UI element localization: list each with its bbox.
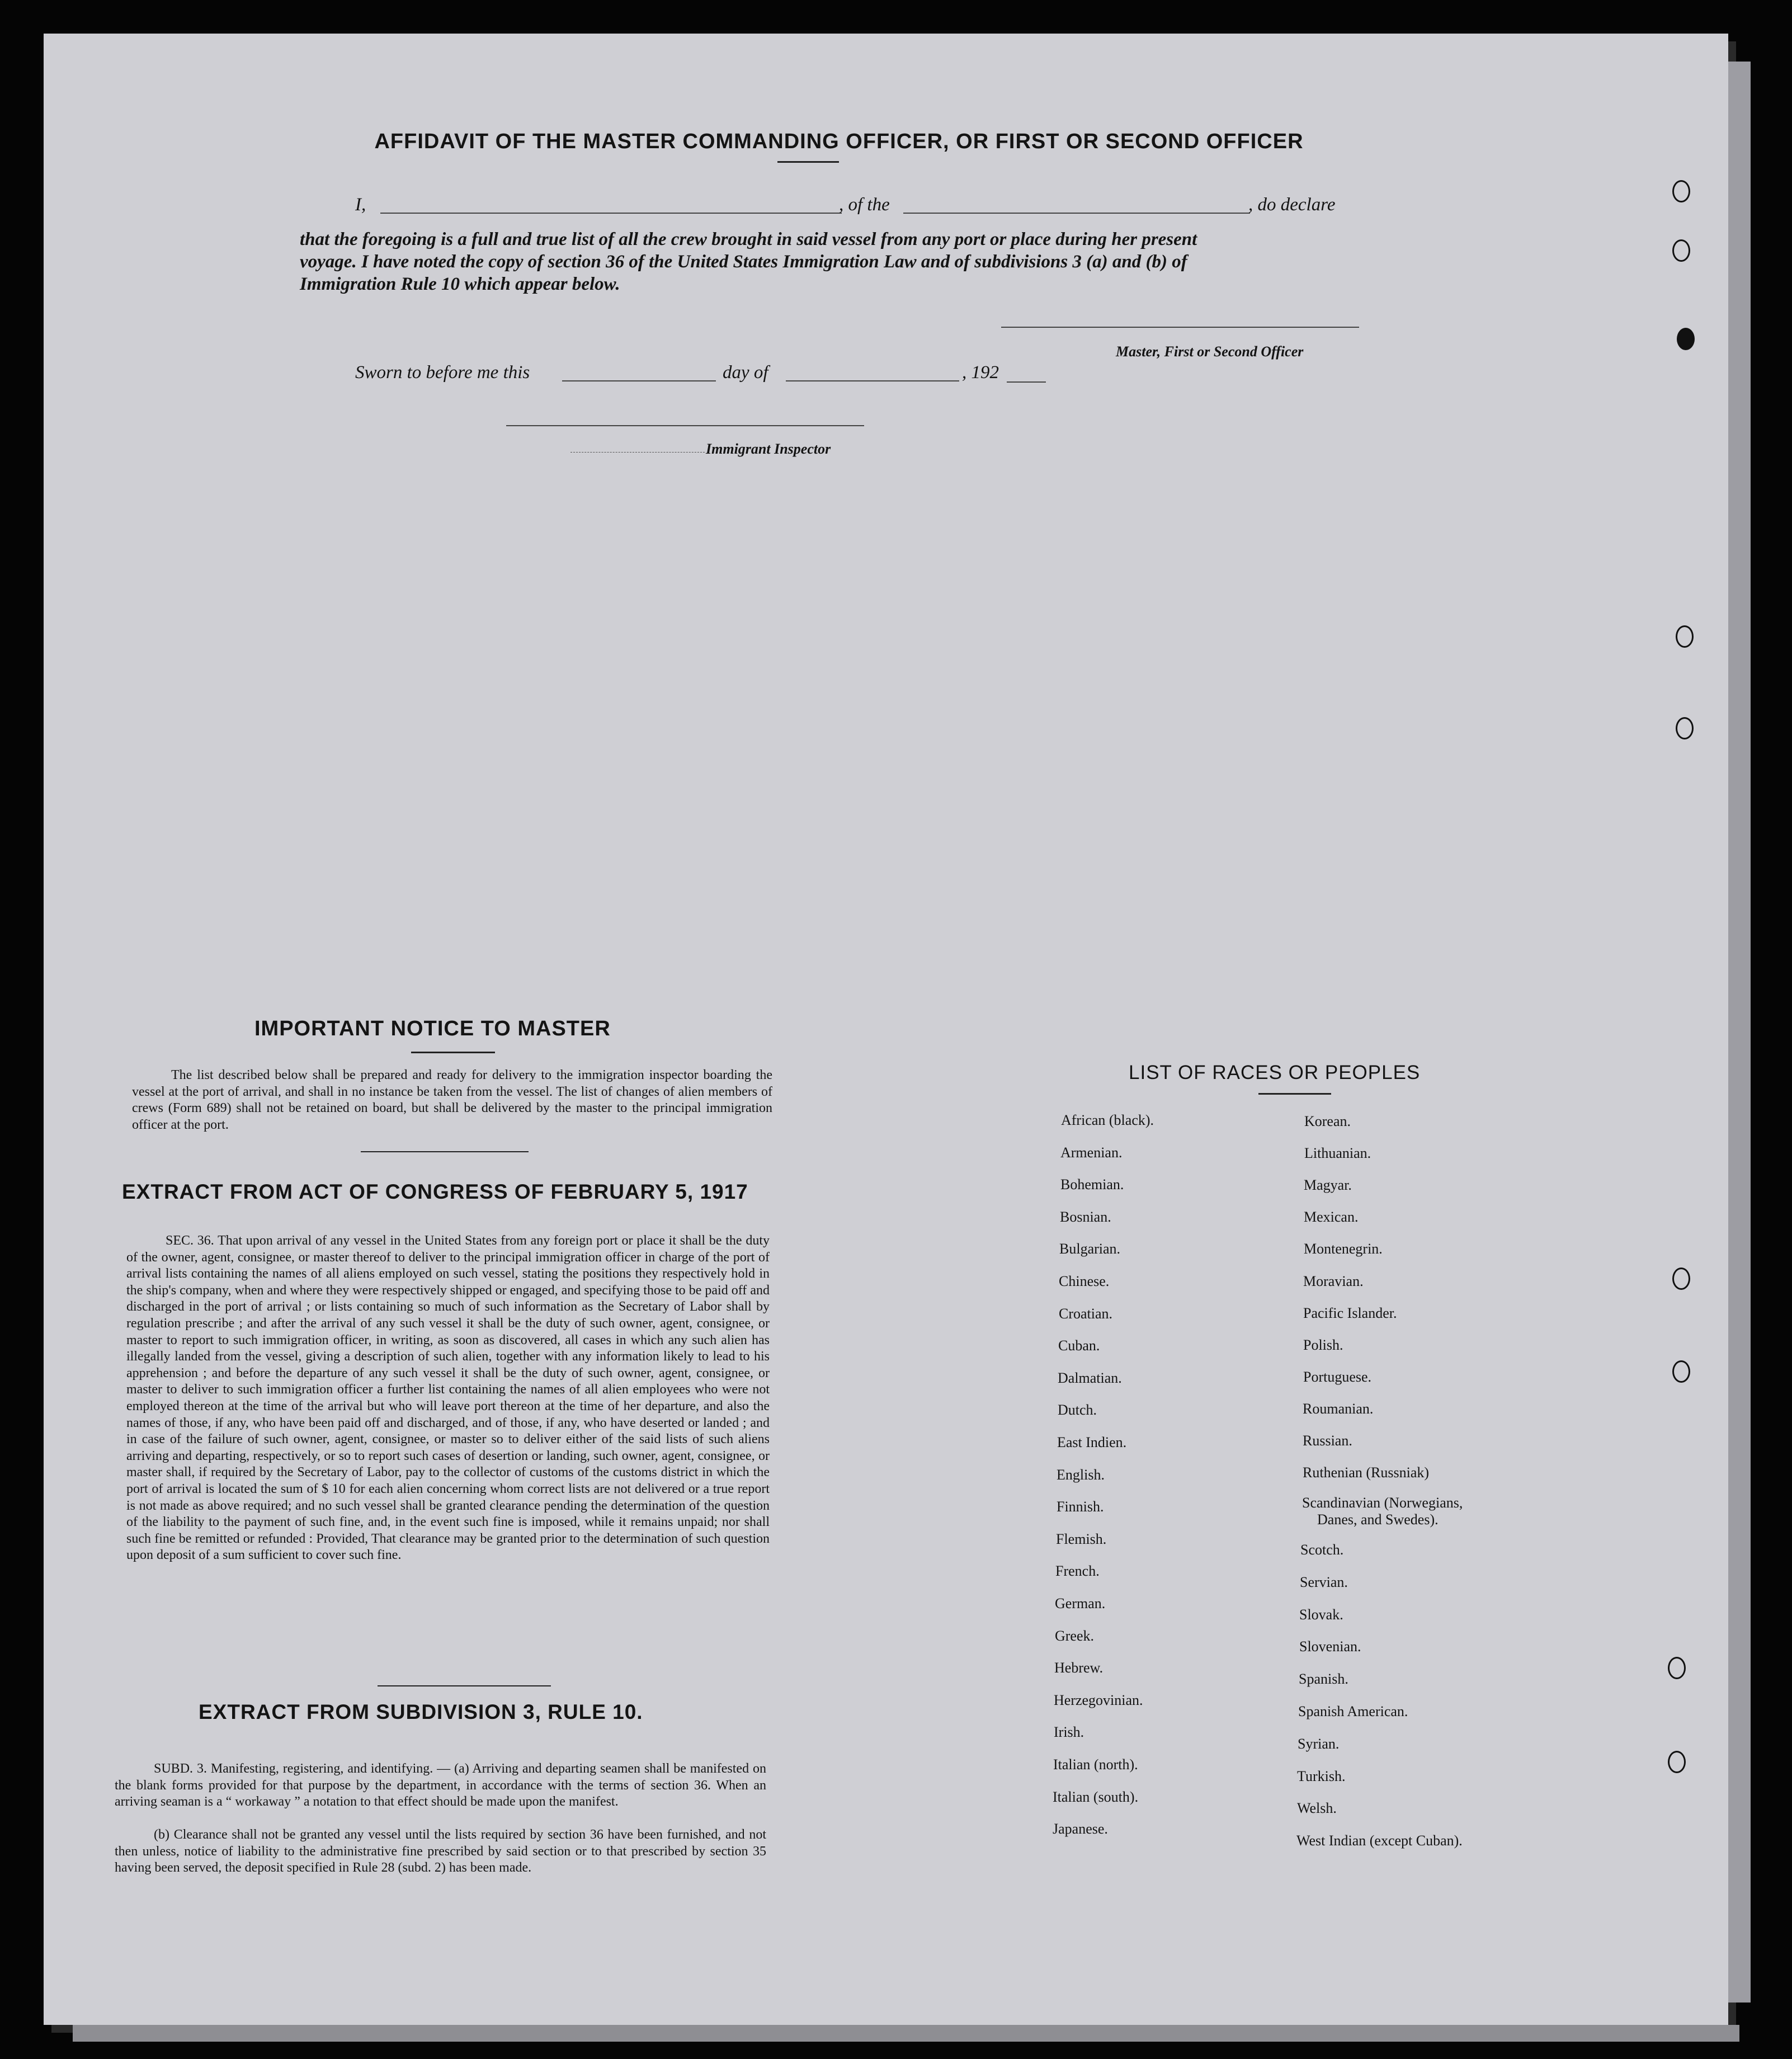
race-item: Pacific Islander. [1303,1305,1397,1321]
race-item: Lithuanian. [1304,1145,1371,1161]
notice-divider [361,1151,529,1152]
race-item: Montenegrin. [1304,1241,1383,1257]
notice-text: The list described below shall be prepared and ready for delivery to the immigration inspector boarding the vessel at the port of arrival, and shall in no instance be taken from the vessel. The list of changes of alien members of crews (Form 689) shall not be retained on board, but shall be delivered by the master to the principal immigration officer at the port. [132,1068,772,1132]
day-of-text: day of [723,362,768,383]
sworn-day-field[interactable] [562,380,716,381]
races-underline [1258,1093,1331,1095]
vessel-blank-field[interactable] [903,213,1250,214]
race-item: Mexican. [1304,1209,1359,1225]
title-underline [777,161,839,163]
master-signature-field[interactable] [1001,327,1359,328]
affidavit-of-the: , of the [839,195,890,215]
race-item: Italian (north). [1053,1756,1138,1773]
rule-extract-text-b: (b) Clearance shall not be granted any vessel until the lists required by section 36 have been furnished, and not then unless, notice of liability to the administrative fine prescribed by said section or to that prescribed by section 35 having been served, the deposit specified in Rule 28 (subd. 2) has been made. [115,1827,766,1876]
race-item: Spanish. [1299,1671,1348,1687]
race-item: Bohemian. [1060,1176,1124,1193]
race-item: Hebrew. [1054,1660,1104,1676]
binder-hole-icon [1672,1360,1690,1383]
race-item: Cuban. [1058,1337,1100,1354]
race-item: Ruthenian (Russniak) [1303,1464,1430,1481]
binder-hole-icon [1676,717,1694,739]
race-item: Scandinavian (Norwegians, [1302,1495,1463,1511]
notice-underline [411,1052,495,1053]
race-item: Italian (south). [1053,1789,1139,1805]
binder-hole-icon [1672,239,1690,262]
race-item: Servian. [1300,1574,1348,1590]
affidavit-body-line4: Immigration Rule 10 which appear below. [300,274,620,294]
race-item: French. [1055,1563,1100,1579]
race-item: Danes, and Swedes). [1317,1511,1439,1528]
act-extract-text: SEC. 36. That upon arrival of any vessel in the United States from any foreign port or place it shall be the duty of the owner, agent, consignee, or master thereof to deliver to the principal immigration officer in charge of the port of arrival lists containing the names of all aliens employed on such vessel, stating the positions they respectively hold in the ship's company, when and where they were respectively shipped or engaged, and specifying those to be paid off and discharged in the port of arrival ; or lists containing so much of such information as the Secretary of Labor shall by regulation prescribe ; and after the arrival of any such vessel it shall be the duty of such owner, agent, consignee, or master to report to such immigration officer, in writing, as soon as discovered, all cases in which any such alien has illegally landed from the vessel, giving a description of such alien, together with any information likely to lead to his apprehension ; and before the departure of any such vessel it shall be the duty of such owner, agent, consignee, or master to deliver to such immigration officer a further list containing the names of all alien employees who were not employed thereon at the time of the arrival but who will leave port thereon at the time of her departure, and also the names of those, if any, who have been paid off and discharged, and of those, if any, who have deserted or landed ; and in case of the failure of such owner, agent, consignee, or master so to deliver either of the said lists of such aliens arriving and departing, respectively, or so to report such cases of desertion or landing, such owner, agent, consignee, or master shall, if required by the Secretary of Labor, pay to the collector of customs of the customs district in which the port of arrival is located the sum of $ 10 for each alien concerning whom correct lists are not delivered or a true report is not made as above required; and no such vessel shall be granted clearance pending the determination of the question of the liability to the payment of such fine, and, in the event such fine is imposed, while it remains unpaid; nor shall such fine be remitted or refunded : Provided, That clearance may be granted prior to the determination of such question upon deposit of a sum sufficient to cover such fine. [126,1233,770,1563]
affidavit-body-line3: voyage. I have noted the copy of section 36 of the United States Immigration Law and of subdivisions 3 (a) and (b) of [300,252,1187,272]
race-item: Croatian. [1059,1306,1113,1322]
binder-hole-icon [1677,328,1695,350]
race-item: Herzegovinian. [1054,1692,1143,1708]
race-item: Korean. [1304,1113,1351,1129]
master-label: Master, First or Second Officer [1116,343,1304,360]
race-item: Greek. [1055,1628,1095,1644]
binder-hole-icon [1668,1657,1686,1679]
binder-hole-icon [1676,625,1694,648]
race-item: Finnish. [1057,1499,1104,1515]
race-item: African (black). [1061,1112,1154,1128]
sworn-year-field[interactable] [1007,381,1046,383]
race-item: Dalmatian. [1058,1370,1122,1386]
race-item: German. [1055,1595,1106,1612]
race-item: Russian. [1303,1433,1352,1449]
name-blank-field[interactable] [380,213,842,214]
race-item: Armenian. [1060,1144,1123,1161]
race-item: Bulgarian. [1059,1241,1121,1257]
race-item: Welsh. [1297,1800,1337,1816]
race-item: Moravian. [1303,1273,1364,1289]
race-item: West Indian (except Cuban). [1296,1832,1463,1849]
rule-extract-title: EXTRACT FROM SUBDIVISION 3, RULE 10. [199,1700,643,1723]
sheet-edge-bottom [73,2025,1739,2042]
race-item: Japanese. [1053,1821,1108,1837]
sheet-edge-shadow [1728,62,1751,2003]
affidavit-body-line2: that the foregoing is a full and true list of all the crew brought in said vessel from any port or place during her present [300,229,1197,249]
inspector-dotted-line [570,452,705,453]
sworn-month-field[interactable] [786,380,959,381]
act-divider [378,1685,551,1686]
race-item: Slovak. [1299,1606,1343,1623]
race-item: Dutch. [1058,1402,1097,1418]
race-item: Flemish. [1056,1531,1107,1547]
binder-hole-icon [1672,1268,1690,1290]
act-extract-title: EXTRACT FROM ACT OF CONGRESS OF FEBRUARY 5, 1917 [122,1180,748,1203]
race-item: East Indien. [1057,1434,1127,1450]
sworn-text: Sworn to before me this [355,362,530,383]
race-item: Irish. [1054,1724,1084,1740]
binder-hole-icon [1672,180,1690,202]
races-title: LIST OF RACES OR PEOPLES [1129,1062,1421,1083]
affidavit-declare: , do declare [1248,195,1336,215]
race-item: Chinese. [1059,1273,1110,1289]
notice-title: IMPORTANT NOTICE TO MASTER [254,1017,611,1040]
race-item: English. [1057,1467,1105,1483]
inspector-signature-field[interactable] [506,425,864,426]
rule-extract-text-a: SUBD. 3. Manifesting, registering, and identifying. — (a) Arriving and departing seamen shall be manifested on the blank forms provided for that purpose by the department, in accordance with the terms of section 36. When an arriving seaman is a “ workaway ” a notation to that effect should be made upon the manifest. [115,1761,766,1810]
race-item: Scotch. [1300,1542,1344,1558]
affidavit-i: I, [355,195,366,215]
race-item: Spanish American. [1298,1703,1408,1719]
inspector-label: Immigrant Inspector [706,441,831,457]
race-item: Turkish. [1297,1768,1346,1784]
race-item: Portuguese. [1303,1369,1372,1385]
race-item: Slovenian. [1299,1638,1361,1655]
race-item: Magyar. [1304,1177,1352,1193]
binder-hole-icon [1668,1751,1686,1773]
race-item: Roumanian. [1303,1401,1374,1417]
race-item: Bosnian. [1060,1209,1111,1225]
year-prefix: , 192 [962,362,999,383]
affidavit-title: AFFIDAVIT OF THE MASTER COMMANDING OFFICER, OR FIRST OR SECOND OFFICER [374,130,1304,153]
race-item: Syrian. [1298,1736,1340,1752]
race-item: Polish. [1303,1337,1343,1353]
